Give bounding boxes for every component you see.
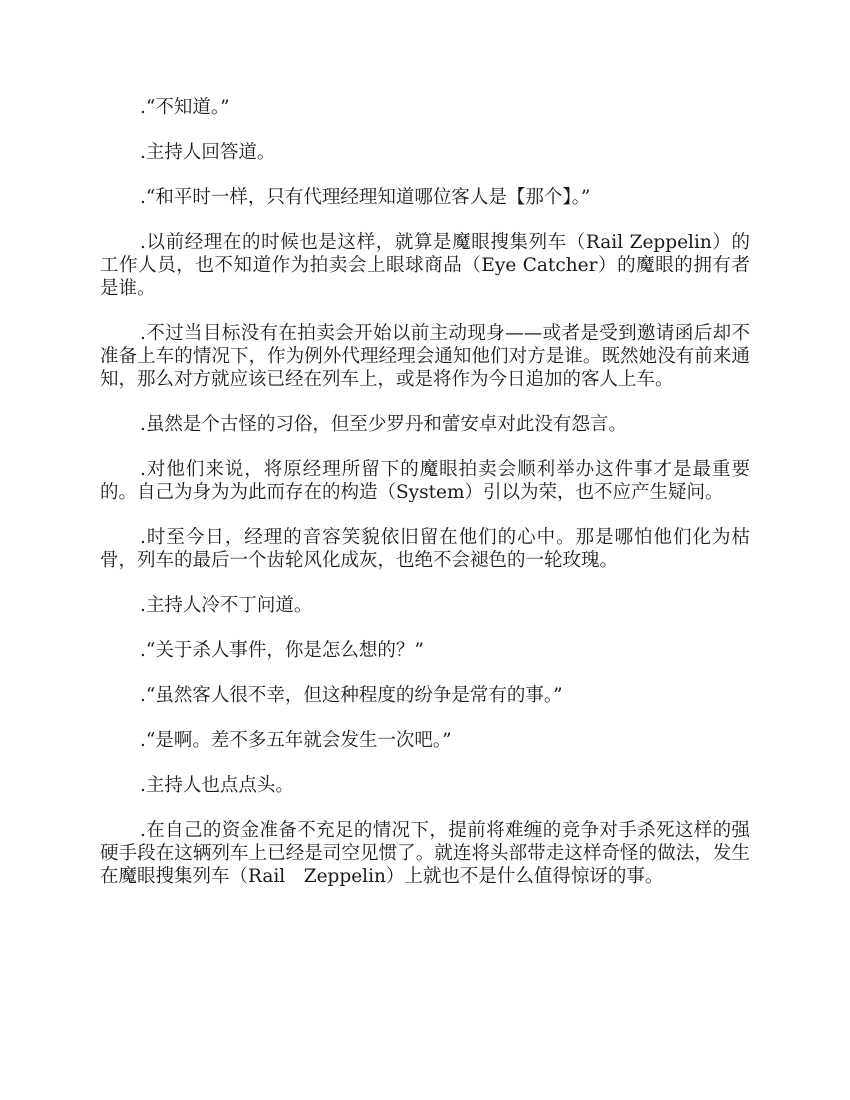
paragraph: .主持人也点点头。 bbox=[140, 775, 294, 796]
paragraph: .“是啊。差不多五年就会发生一次吧。” bbox=[140, 730, 452, 751]
paragraph: .主持人回答道。 bbox=[140, 142, 276, 163]
paragraph: .时至今日，经理的音容笑貌依旧留在他们的心中。那是哪怕他们化为枯骨，列车的最后一个齿轮风化成灰，也绝不会褪色的一轮玫瑰。 bbox=[100, 527, 750, 571]
paragraph: .主持人冷不丁问道。 bbox=[140, 595, 313, 616]
paragraph: .以前经理在的时候也是这样，就算是魔眼搜集列车（Rail Zeppelin）的工作人员，也不知道作为拍卖会上眼球商品（Eye Catcher）的魔眼的拥有者是谁。 bbox=[100, 232, 750, 299]
paragraph: .“虽然客人很不幸，但这种程度的纷争是常有的事。” bbox=[140, 685, 563, 706]
paragraph: .“关于杀人事件，你是怎么想的？” bbox=[140, 640, 424, 661]
paragraph: .在自己的资金准备不充足的情况下，提前将难缠的竞争对手杀死这样的强硬手段在这辆列车上已经是司空见惯了。就连将头部带走这样奇怪的做法，发生在魔眼搜集列车（Rail Zeppelin）上就也不是什么值得惊讶的事。 bbox=[100, 820, 750, 887]
paragraph: .虽然是个古怪的习俗，但至少罗丹和蕾安卓对此没有怨言。 bbox=[140, 414, 627, 435]
paragraph: .不过当目标没有在拍卖会开始以前主动现身——或者是受到邀请函后却不准备上车的情况下，作为例外代理经理会通知他们对方是谁。既然她没有前来通知，那么对方就应该已经在列车上，或是将作为今日追加的客人上车。 bbox=[100, 323, 750, 390]
document-page bbox=[100, 96, 750, 910]
paragraph: .“和平时一样，只有代理经理知道哪位客人是【那个】。” bbox=[140, 187, 591, 208]
paragraph: .“不知道。” bbox=[140, 97, 230, 118]
paragraph: .对他们来说，将原经理所留下的魔眼拍卖会顺利举办这件事才是最重要的。自己为身为为此而存在的构造（System）引以为荣，也不应产生疑问。 bbox=[100, 459, 750, 503]
